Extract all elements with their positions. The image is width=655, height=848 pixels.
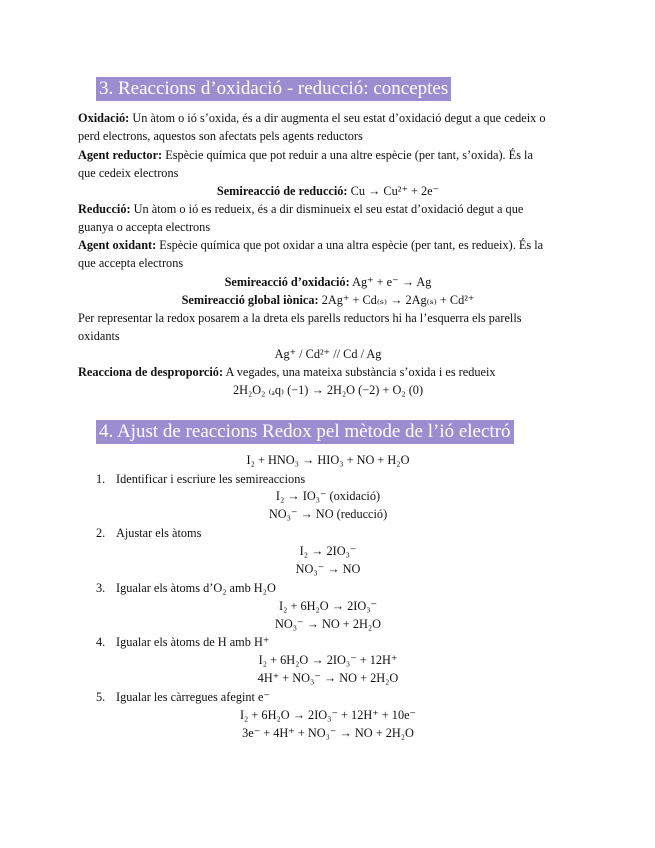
reduccio-term: Reducció: [78,202,131,216]
agent-reductor-text-2: que cedeix electrons [78,166,179,180]
step-4-equation-2: 4H⁺ + NO₃⁻ → NO + 2H₂O [257,671,399,685]
semi-ox-equation: Ag⁺ + e⁻ → Ag [349,275,432,289]
step-2-text: Ajustar els àtoms [116,526,202,540]
agent-reductor-definition [78,147,578,163]
reduccio-text-1: Un àtom o ió es redueix, és a dir disminueix el seu estat d’oxidació degut a que [130,202,524,216]
desproporcio-text: A vegades, una mateixa substància s’oxida i es redueix [223,365,496,379]
desproporcio-definition [78,364,578,380]
semi-red-label: Semireacció de reducció: [216,184,348,198]
step-5-equation-2: 3e⁻ + 4H⁺ + NO₃⁻ → NO + 2H₂O [242,726,414,740]
step-1-number: 1. [96,472,106,486]
agent-oxidant-text-1: Espècie química que pot oxidar a una altra espècie (per tant, es redueix). És la [156,238,544,252]
semireaccio-global [78,292,578,308]
agent-oxidant-text-2: que accepta electrons [78,256,184,270]
step-3-equation-2: NO₃⁻ → NO + 2H₂O [274,617,382,631]
reduccio-text-2: guanya o accepta electrons [78,220,211,234]
agent-reductor-term: Agent reductor: [78,148,163,162]
main-equation: I₂ + HNO₃ → HIO₃ + NO + H₂O [246,453,410,467]
step-2-equation-1: I₂ → 2IO₃⁻ [299,544,357,558]
semi-ox-label: Semireacció d’oxidació: [224,275,350,289]
step-3-number: 3. [96,581,106,595]
desproporcio-equation: 2H₂O₂ ₍ₐq₎ (−1) → 2H₂O (−2) + O₂ (0) [232,383,424,397]
representar-text-2: oxidants [78,329,120,343]
desproporcio-term: Reacciona de desproporció: [78,365,224,379]
oxidacio-definition [78,110,578,126]
agent-reductor-text-1: Espècie química que pot reduir a una altre espècie (per tant, s’oxida). És la [162,148,533,162]
step-1-equation-2: NO₃⁻ → NO (reducció) [268,507,388,521]
semi-global-equation: 2Ag⁺ + Cd₍ₛ₎ → 2Ag₍ₛ₎ + Cd²⁺ [318,293,475,307]
semi-red-equation: Cu → Cu²⁺ + 2e⁻ [347,184,440,198]
step-4-equation-1: I₂ + 6H₂O → 2IO₃⁻ + 12H⁺ [258,653,398,667]
step-4-text: Igualar els àtoms de H amb H⁺ [116,635,270,649]
section-4-heading: 4. Ajust de reaccions Redox pel mètode de l’ió electró [96,420,514,444]
section-3-heading: 3. Reaccions d’oxidació - reducció: conceptes [96,77,451,101]
semireaccio-oxidacio [78,274,578,290]
step-5-equation-1: I₂ + 6H₂O → 2IO₃⁻ + 12H⁺ + 10e⁻ [239,708,417,722]
reduccio-definition [78,201,578,217]
step-4-number: 4. [96,635,106,649]
parells-redox: Ag⁺ / Cd²⁺ // Cd / Ag [274,347,382,361]
agent-oxidant-term: Agent oxidant: [78,238,157,252]
step-2-number: 2. [96,526,106,540]
semireaccio-reduccio [78,183,578,199]
oxidacio-text-2: perd electrons, aquestos son afectats pels agents reductors [78,129,363,143]
step-3-text: Igualar els àtoms d’O₂ amb H₂O [116,581,276,595]
step-5-number: 5. [96,690,106,704]
step-1-equation-1: I₂ → IO₃⁻ (oxidació) [275,489,381,503]
representar-text-1: Per representar la redox posarem a la dreta els parells reductors hi ha l’esquerra els parells [78,311,522,325]
oxidacio-text-1: Un àtom o ió s’oxida, és a dir augmenta el seu estat d’oxidació degut a que cedeix o [129,111,546,125]
step-2-equation-2: NO₃⁻ → NO [295,562,361,576]
agent-oxidant-definition [78,237,578,253]
step-3-equation-1: I₂ + 6H₂O → 2IO₃⁻ [278,599,377,613]
semi-global-label: Semireacció global iònica: [181,293,319,307]
step-5-text: Igualar les càrregues afegint e⁻ [116,690,270,704]
step-1-text: Identificar i escriure les semireaccions [116,472,306,486]
oxidacio-term: Oxidació: [78,111,130,125]
